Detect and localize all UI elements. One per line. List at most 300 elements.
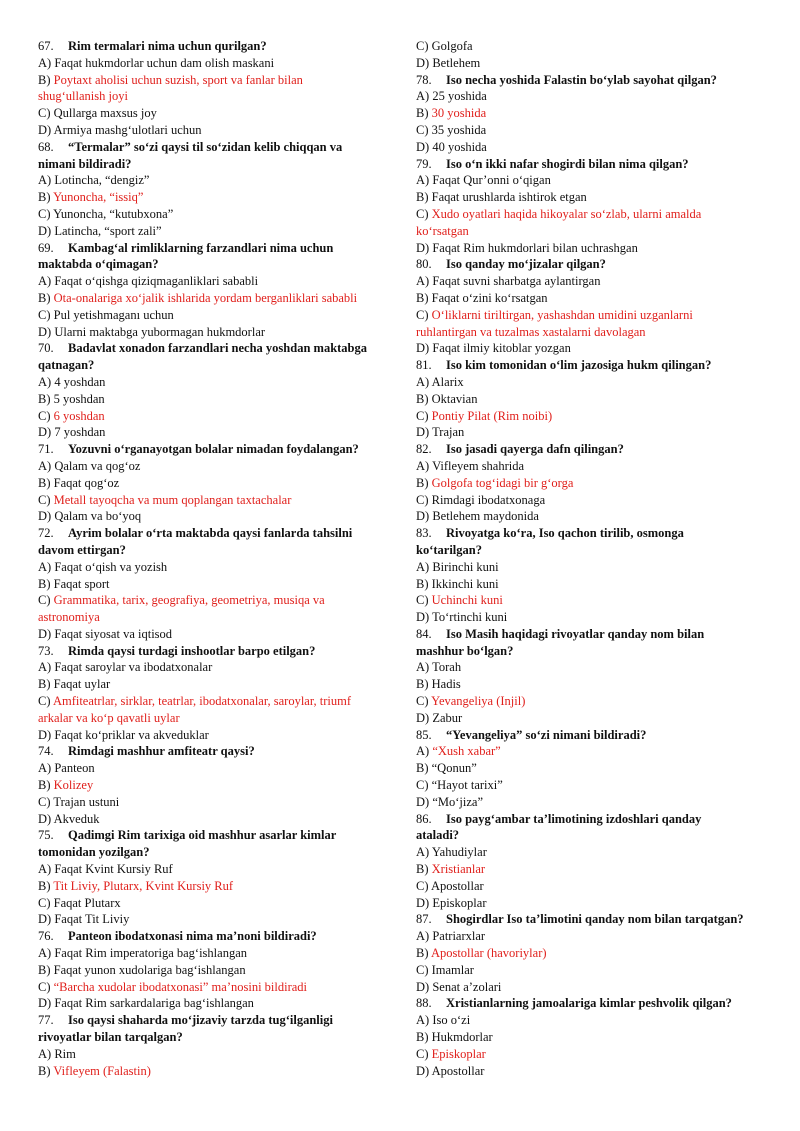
option-text: Faqat sport — [53, 576, 110, 591]
option-letter: D) — [38, 223, 52, 238]
option-text: Iso o‘zi — [432, 1013, 471, 1028]
option-letter: C) — [38, 206, 51, 221]
question-label: Panteon ibodatxonasi nima ma’noni bildiradi? — [68, 929, 317, 944]
option-letter: B) — [416, 576, 429, 591]
option-text: arkalar va ko‘p qavatli uylar — [38, 710, 180, 725]
question-block — [38, 743, 402, 827]
answer-option — [38, 861, 402, 878]
option-text: Episkoplar — [432, 895, 487, 910]
question-text — [38, 1012, 402, 1029]
option-text: Yunoncha, “kutubxona” — [53, 206, 174, 221]
question-number: 76. — [38, 929, 54, 944]
option-letter: A) — [416, 274, 430, 289]
option-letter: B) — [416, 190, 429, 205]
answer-option — [38, 55, 402, 72]
option-text: Faqat o‘qish va yozish — [54, 559, 168, 574]
answer-option — [416, 1012, 764, 1029]
answer-option — [416, 962, 764, 979]
option-letter: A) — [416, 660, 430, 675]
option-letter: B) — [416, 862, 429, 877]
answer-option — [38, 676, 402, 693]
option-letter: B) — [38, 72, 51, 87]
option-letter: A) — [416, 173, 430, 188]
option-text: ruhlantirgan va tuzalmas xastalarni davolagan — [416, 324, 646, 339]
option-text: Faqat Rim imperatoriga bag‘ishlangan — [54, 946, 247, 961]
option-letter: A) — [38, 1046, 52, 1061]
answer-option-correct — [38, 88, 402, 105]
option-letter: D) — [416, 895, 430, 910]
option-letter: C) — [416, 206, 429, 221]
option-letter: C) — [416, 694, 429, 709]
option-text: “Barcha xudolar ibodatxonasi” ma’nosini bildiradi — [53, 979, 308, 994]
answer-option — [38, 727, 402, 744]
option-text: Faqat Rim hukmdorlari bilan uchrashgan — [432, 240, 638, 255]
option-letter: C) — [416, 39, 429, 53]
option-text: O‘liklarni tiriltirgan, yashashdan umidini uzganlarni — [431, 307, 693, 322]
answer-option-correct — [416, 945, 764, 962]
answer-option — [416, 374, 764, 391]
option-text: Xristianlar — [431, 862, 486, 877]
option-letter: C) — [38, 307, 51, 322]
option-letter: C) — [416, 962, 429, 977]
option-letter: B) — [416, 106, 429, 121]
option-letter: B) — [416, 475, 429, 490]
answer-option — [416, 777, 764, 794]
question-text-continued: rivoyatlar bilan tarqalgan? — [38, 1030, 183, 1045]
question-text-continued: maktabda o‘qimagan? — [38, 257, 159, 272]
option-text: Lotincha, “dengiz” — [54, 173, 150, 188]
option-letter: C) — [416, 878, 429, 893]
answer-option — [416, 760, 764, 777]
option-letter: C) — [38, 408, 51, 423]
option-text: Vifleyem shahrida — [432, 458, 525, 473]
option-text: “Xush xabar” — [432, 744, 501, 759]
option-letter: D) — [416, 341, 430, 356]
answer-option-correct — [38, 290, 402, 307]
option-text: Hadis — [431, 677, 461, 692]
option-text: Faqat o‘zini ko‘rsatgan — [431, 290, 548, 305]
answer-option — [38, 794, 402, 811]
answer-option — [416, 340, 764, 357]
question-block — [38, 340, 402, 441]
question-label: Iso kim tomonidan o‘lim jazosiga hukm qilingan? — [446, 358, 712, 373]
question-text-continued: mashhur bo‘lgan? — [416, 643, 514, 658]
option-text: Uchinchi kuni — [431, 593, 503, 608]
option-letter: D) — [416, 425, 430, 440]
question-text — [416, 811, 764, 828]
option-text: Akveduk — [53, 811, 100, 826]
answer-option-correct — [38, 609, 402, 626]
option-letter: C) — [38, 694, 51, 709]
option-text: “Mo‘jiza” — [432, 794, 483, 809]
question-number: 77. — [38, 1013, 54, 1028]
option-text: Trajan ustuni — [53, 794, 120, 809]
option-text: Betlehem — [432, 55, 481, 70]
question-label: Iso o‘n ikki nafar shogirdi bilan nima qilgan? — [446, 156, 689, 171]
answer-option-correct — [38, 492, 402, 509]
option-text: 7 yoshdan — [54, 425, 106, 440]
answer-option — [38, 458, 402, 475]
answer-option-correct — [38, 979, 402, 996]
option-letter: C) — [38, 895, 51, 910]
question-text — [38, 525, 402, 542]
option-text: Apostollar — [431, 1063, 485, 1078]
option-text: Qalam va qog‘oz — [54, 458, 141, 473]
answer-option — [416, 895, 764, 912]
option-letter: D) — [38, 811, 52, 826]
option-letter: C) — [416, 593, 429, 608]
option-letter: C) — [416, 408, 429, 423]
option-letter: A) — [38, 559, 52, 574]
answer-option — [416, 576, 764, 593]
answer-option — [38, 307, 402, 324]
answer-option — [416, 38, 764, 55]
option-text: Ularni maktabga yubormagan hukmdorlar — [54, 324, 266, 339]
option-text: Yunoncha, “issiq” — [53, 190, 144, 205]
answer-option — [38, 223, 402, 240]
answer-option-correct — [38, 189, 402, 206]
option-text: Latincha, “sport zali” — [54, 223, 162, 238]
question-text-continued: nimani bildiradi? — [38, 156, 132, 171]
option-text: Faqat qog‘oz — [53, 475, 120, 490]
option-letter: D) — [416, 979, 430, 994]
option-letter: D) — [38, 509, 52, 524]
answer-option — [38, 105, 402, 122]
option-text: Faqat ko‘priklar va akveduklar — [54, 727, 209, 742]
option-text: Faqat Kvint Kursiy Ruf — [54, 862, 173, 877]
option-letter: B) — [38, 677, 51, 692]
option-letter: D) — [416, 610, 430, 625]
option-text: Birinchi kuni — [432, 559, 499, 574]
answer-option — [416, 659, 764, 676]
question-block — [38, 38, 402, 139]
question-label: Rim termalari nima uchun qurilgan? — [68, 39, 267, 53]
option-letter: B) — [416, 391, 429, 406]
option-text: “Hayot tarixi” — [431, 778, 503, 793]
question-text-continued: ataladi? — [416, 828, 460, 843]
option-text: 25 yoshida — [432, 89, 487, 104]
option-text: Golgofa tog‘idagi bir g‘orga — [431, 475, 574, 490]
option-text: Apostollar (havoriylar) — [430, 946, 547, 961]
question-block — [416, 256, 764, 357]
option-text: Kolizey — [53, 778, 94, 793]
option-text: astronomiya — [38, 610, 100, 625]
option-letter: B) — [38, 778, 51, 793]
option-text: Faqat saroylar va ibodatxonalar — [54, 660, 213, 675]
option-text: Faqat hukmdorlar uchun dam olish maskani — [54, 55, 275, 70]
option-letter: A) — [38, 374, 52, 389]
question-block — [38, 240, 402, 341]
option-letter: C) — [38, 979, 51, 994]
question-label: Iso qaysi shaharda mo‘jizaviy tarzda tug‘ilganligi — [68, 1013, 333, 1028]
option-text: Armiya mashg‘ulotlari uchun — [53, 122, 202, 137]
option-text: Yahudiylar — [431, 845, 487, 860]
answer-option — [38, 895, 402, 912]
answer-option-correct — [38, 777, 402, 794]
option-text: 5 yoshdan — [53, 391, 105, 406]
answer-option — [416, 172, 764, 189]
option-text: Faqat suvni sharbatga aylantirgan — [432, 274, 601, 289]
answer-option-correct — [416, 592, 764, 609]
option-text: “Qonun” — [431, 761, 477, 776]
option-text: Qalam va bo‘yoq — [54, 509, 142, 524]
answer-option-correct — [416, 693, 764, 710]
question-text — [38, 139, 402, 156]
option-letter: D) — [416, 1063, 430, 1078]
option-letter: B) — [38, 576, 51, 591]
question-block — [416, 525, 764, 626]
answer-option — [416, 240, 764, 257]
answer-option-correct — [38, 408, 402, 425]
answer-option-correct — [416, 307, 764, 324]
option-text: Panteon — [54, 761, 95, 776]
option-letter: D) — [38, 425, 52, 440]
question-number: 86. — [416, 811, 432, 826]
option-letter: C) — [416, 492, 429, 507]
answer-option — [38, 424, 402, 441]
question-text — [38, 38, 402, 55]
option-letter: D) — [38, 122, 52, 137]
option-text: Rim — [54, 1046, 76, 1061]
answer-option — [416, 424, 764, 441]
option-text: Patriarxlar — [432, 929, 486, 944]
option-text: Faqat Plutarx — [53, 895, 121, 910]
option-letter: D) — [38, 727, 52, 742]
answer-option — [416, 139, 764, 156]
option-text: Yevangeliya (Injil) — [431, 694, 526, 709]
question-label: Yozuvni o‘rganayotgan bolalar nimadan foydalangan? — [68, 442, 359, 457]
answer-option-correct — [416, 105, 764, 122]
option-text: Pontiy Pilat (Rim noibi) — [431, 408, 553, 423]
option-letter: A) — [38, 55, 52, 70]
option-text: 30 yoshida — [431, 106, 487, 121]
option-letter: D) — [416, 710, 430, 725]
option-text: Amfiteatrlar, sirklar, teatrlar, ibodatxonalar, saroylar, triumf — [52, 694, 352, 709]
question-text — [416, 357, 764, 374]
answer-option — [416, 979, 764, 996]
answer-option — [38, 475, 402, 492]
answer-option-correct — [416, 1046, 764, 1063]
question-label: “Termalar” so‘zi qaysi til so‘zidan kelib chiqqan va — [68, 139, 343, 154]
option-letter: B) — [38, 878, 51, 893]
question-number: 67. — [38, 39, 54, 53]
option-text: Ikkinchi kuni — [431, 576, 499, 591]
option-letter: B) — [416, 290, 429, 305]
question-text — [416, 156, 764, 173]
question-number: 71. — [38, 442, 54, 457]
question-text — [38, 340, 402, 357]
answer-option — [416, 844, 764, 861]
question-text — [416, 441, 764, 458]
option-letter: A) — [416, 744, 430, 759]
option-letter: D) — [416, 509, 430, 524]
option-letter: A) — [38, 458, 52, 473]
question-block — [416, 727, 764, 811]
answer-option — [38, 1046, 402, 1063]
answer-option — [416, 492, 764, 509]
question-block — [38, 928, 402, 1012]
option-letter: B) — [38, 190, 51, 205]
option-text: Trajan — [432, 425, 465, 440]
option-letter: C) — [38, 794, 51, 809]
answer-option — [416, 928, 764, 945]
question-number: 75. — [38, 828, 54, 843]
answer-option — [416, 794, 764, 811]
option-letter: A) — [416, 458, 430, 473]
option-letter: B) — [38, 290, 51, 305]
question-block — [416, 72, 764, 156]
option-text: 35 yoshida — [431, 122, 487, 137]
option-text: Poytaxt aholisi uchun suzish, sport va fanlar bilan — [53, 72, 303, 87]
option-letter: D) — [416, 55, 430, 70]
question-block — [416, 911, 764, 995]
question-label: Iso necha yoshida Falastin bo‘ylab sayohat qilgan? — [446, 72, 717, 87]
option-letter: A) — [38, 946, 52, 961]
option-text: 6 yoshdan — [53, 408, 105, 423]
option-text: Hukmdorlar — [431, 1030, 493, 1045]
option-text: Tit Liviy, Plutarx, Kvint Kursiy Ruf — [53, 878, 234, 893]
question-number: 85. — [416, 727, 432, 742]
option-text: Metall tayoqcha va mum qoplangan taxtachalar — [53, 492, 292, 507]
question-block — [38, 643, 402, 744]
question-block — [38, 1012, 402, 1079]
option-text: Rimdagi ibodatxonaga — [431, 492, 546, 507]
question-number: 69. — [38, 240, 54, 255]
question-label: Iso Masih haqidagi rivoyatlar qanday nom bilan — [446, 626, 705, 641]
question-label: Kambag‘al rimliklarning farzandlari nima uchun — [68, 240, 334, 255]
answer-option-correct — [416, 861, 764, 878]
option-text: Ota-onalariga xo‘jalik ishlarida yordam berganliklari sababli — [53, 290, 358, 305]
option-text: 4 yoshdan — [54, 374, 106, 389]
option-text: Faqat Qur’onni o‘qigan — [432, 173, 551, 188]
option-text: Alarix — [431, 374, 464, 389]
option-text: Faqat Rim sarkardalariga bag‘ishlangan — [54, 996, 254, 1011]
option-text: Xudo oyatlari haqida hikoyalar so‘zlab, ularni amalda — [431, 206, 702, 221]
question-text-continued: ko‘tarilgan? — [416, 542, 482, 557]
question-label: Iso jasadi qayerga dafn qilingan? — [446, 442, 624, 457]
option-letter: A) — [38, 173, 52, 188]
question-label: Ayrim bolalar o‘rta maktabda qaysi fanlarda tahsilni — [68, 526, 353, 541]
question-text-continued: tomonidan yozilgan? — [38, 845, 150, 860]
answer-option — [38, 962, 402, 979]
option-letter: A) — [416, 559, 430, 574]
question-label: Qadimgi Rim tarixiga oid mashhur asarlar kimlar — [68, 828, 337, 843]
answer-option — [416, 676, 764, 693]
option-letter: B) — [416, 761, 429, 776]
answer-option — [38, 374, 402, 391]
question-number: 73. — [38, 643, 54, 658]
answer-option — [38, 206, 402, 223]
option-letter: D) — [38, 324, 52, 339]
question-text — [38, 643, 402, 660]
question-number: 88. — [416, 996, 432, 1011]
question-text — [416, 72, 764, 89]
answer-option — [416, 55, 764, 72]
question-text — [38, 441, 402, 458]
question-block — [416, 441, 764, 525]
question-label: Rimda qaysi turdagi inshootlar barpo etilgan? — [68, 643, 316, 658]
answer-option — [38, 911, 402, 928]
answer-option — [38, 391, 402, 408]
question-block — [416, 995, 764, 1079]
option-letter: D) — [38, 626, 52, 641]
question-text — [416, 256, 764, 273]
answer-option — [38, 760, 402, 777]
question-text — [416, 995, 764, 1012]
answer-option — [416, 189, 764, 206]
option-letter: C) — [38, 593, 51, 608]
answer-option-correct — [38, 693, 402, 710]
answer-option — [416, 559, 764, 576]
option-text: Zabur — [432, 710, 463, 725]
option-text: Pul yetishmaganı uchun — [53, 307, 174, 322]
question-text — [416, 727, 764, 744]
option-letter: D) — [416, 794, 430, 809]
option-letter: A) — [416, 374, 430, 389]
option-text: Betlehem maydonida — [432, 509, 539, 524]
right-column — [416, 38, 764, 1131]
answer-option — [416, 878, 764, 895]
answer-option-correct — [416, 206, 764, 223]
question-text-continued: davom ettirgan? — [38, 542, 126, 557]
answer-option — [38, 273, 402, 290]
question-label: Shogirdlar Iso ta’limotini qanday nom bilan tarqatgan? — [446, 912, 744, 927]
question-number: 84. — [416, 626, 432, 641]
question-number: 78. — [416, 72, 432, 87]
question-block — [416, 357, 764, 441]
question-label: Xristianlarning jamoalariga kimlar peshvolik qilgan? — [446, 996, 732, 1011]
option-text: Qullarga maxsus joy — [53, 106, 157, 121]
answer-option — [38, 559, 402, 576]
answer-option — [416, 609, 764, 626]
option-text: Faqat ilmiy kitoblar yozgan — [432, 341, 571, 356]
question-text — [38, 928, 402, 945]
question-block — [38, 827, 402, 928]
answer-option — [38, 811, 402, 828]
answer-option-correct — [416, 408, 764, 425]
option-letter: B) — [416, 946, 429, 961]
option-text: Faqat urushlarda ishtirok etgan — [431, 190, 587, 205]
answer-option — [416, 122, 764, 139]
question-text — [38, 743, 402, 760]
option-letter: B) — [38, 962, 51, 977]
answer-option — [416, 273, 764, 290]
answer-option — [416, 1063, 764, 1080]
question-text — [416, 626, 764, 643]
answer-option-correct — [38, 710, 402, 727]
answer-option — [38, 172, 402, 189]
option-text: shug‘ullanish joyi — [38, 89, 128, 104]
option-letter: C) — [38, 106, 51, 121]
option-letter: C) — [38, 492, 51, 507]
option-letter: D) — [38, 996, 52, 1011]
option-text: Senat a’zolari — [432, 979, 502, 994]
answer-option — [416, 1029, 764, 1046]
question-text — [38, 240, 402, 257]
option-letter: A) — [38, 862, 52, 877]
option-letter: A) — [416, 1013, 430, 1028]
question-number: 74. — [38, 744, 54, 759]
answer-option — [38, 945, 402, 962]
answer-option-correct — [416, 743, 764, 760]
answer-option — [416, 710, 764, 727]
question-block — [38, 441, 402, 525]
question-text-continued: qatnagan? — [38, 358, 95, 373]
question-number: 81. — [416, 358, 432, 373]
answer-option-correct — [416, 223, 764, 240]
answer-option-correct — [416, 475, 764, 492]
answer-option-correct — [38, 592, 402, 609]
